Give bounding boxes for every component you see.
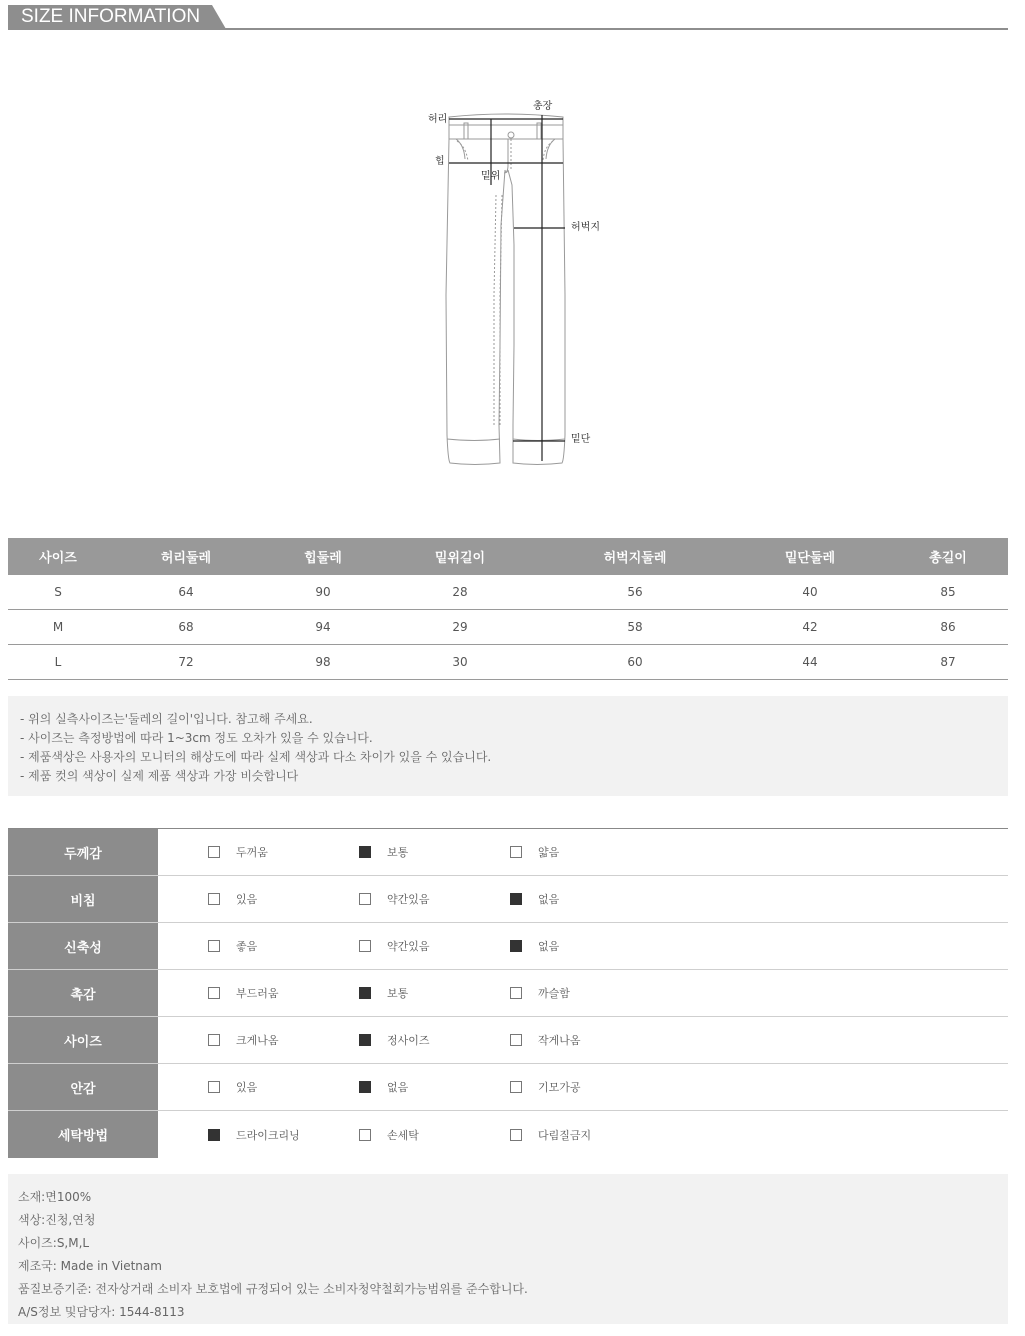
property-option xyxy=(208,1111,300,1158)
checkbox-icon xyxy=(208,893,220,905)
info-warranty: 품질보증기준: 전자상거래 소비자 보호법에 규정되어 있는 소비자청약철회가능범위를 준수합니다. xyxy=(18,1282,528,1296)
property-option xyxy=(359,1017,430,1063)
property-option xyxy=(510,829,559,875)
property-option xyxy=(510,923,559,969)
header-hip: 힙둘레 xyxy=(264,538,382,575)
checked-checkbox-icon xyxy=(208,1129,220,1141)
option-label: 약간있음 xyxy=(387,940,430,953)
cell-waist: 64 xyxy=(108,575,264,610)
header-total-length: 총길이 xyxy=(888,538,1008,575)
checkbox-icon xyxy=(359,940,371,952)
checked-checkbox-icon xyxy=(359,846,371,858)
info-color: 색상:진청,연청 xyxy=(18,1213,96,1227)
cell-rise: 30 xyxy=(382,645,538,680)
cell-hip: 98 xyxy=(264,645,382,680)
cell-thigh: 58 xyxy=(538,610,732,645)
note-item: - 위의 실측사이즈는'둘레의 길이'입니다. 참고해 주세요. xyxy=(20,712,313,726)
property-label: 촉감 xyxy=(8,970,158,1016)
option-label: 작게나옴 xyxy=(538,1034,581,1047)
property-option xyxy=(208,829,268,875)
table-row xyxy=(8,610,1008,645)
checked-checkbox-icon xyxy=(359,987,371,999)
cell-hem: 40 xyxy=(732,575,888,610)
cell-rise: 28 xyxy=(382,575,538,610)
info-origin: 제조국: Made in Vietnam xyxy=(18,1259,162,1273)
property-option xyxy=(208,1017,279,1063)
checkbox-icon xyxy=(208,1034,220,1046)
option-label: 크게나옴 xyxy=(236,1034,279,1047)
property-label: 비침 xyxy=(8,876,158,922)
checkbox-icon xyxy=(510,1034,522,1046)
checked-checkbox-icon xyxy=(359,1034,371,1046)
info-as-contact: A/S정보 및담당자: 1544-8113 xyxy=(18,1305,185,1319)
property-option xyxy=(208,1064,257,1110)
option-label: 보통 xyxy=(387,846,409,859)
size-table-header xyxy=(8,538,1008,575)
section-title: SIZE INFORMATION xyxy=(21,6,201,27)
info-sizes: 사이즈:S,M,L xyxy=(18,1236,90,1250)
label-hem: 밑단 xyxy=(571,434,591,445)
property-row xyxy=(8,1017,1008,1064)
checkbox-icon xyxy=(208,846,220,858)
property-option xyxy=(510,1017,581,1063)
header-rise: 밑위길이 xyxy=(382,538,538,575)
label-rise: 밑위 xyxy=(481,171,501,182)
property-option xyxy=(510,876,559,922)
property-label: 신축성 xyxy=(8,923,158,969)
option-label: 있음 xyxy=(236,1081,258,1094)
option-label: 두꺼움 xyxy=(236,846,268,859)
option-label: 기모가공 xyxy=(538,1081,581,1094)
label-total-length: 총장 xyxy=(533,101,553,112)
checkbox-icon xyxy=(208,1081,220,1093)
option-label: 다림질금지 xyxy=(538,1128,592,1142)
label-thigh: 허벅지 xyxy=(571,222,600,233)
cell-thigh: 60 xyxy=(538,645,732,680)
pants-diagram xyxy=(420,95,620,475)
header-hem: 밑단둘레 xyxy=(732,538,888,575)
option-label: 약간있음 xyxy=(387,893,430,906)
property-row xyxy=(8,1111,1008,1158)
property-row xyxy=(8,970,1008,1017)
property-row xyxy=(8,876,1008,923)
label-waist: 허리 xyxy=(428,114,448,125)
checkbox-icon xyxy=(510,846,522,858)
property-option xyxy=(359,1064,408,1110)
option-label: 정사이즈 xyxy=(387,1034,430,1047)
cell-waist: 72 xyxy=(108,645,264,680)
option-label: 없음 xyxy=(387,1081,409,1094)
property-option xyxy=(208,876,257,922)
option-label: 있음 xyxy=(236,893,258,906)
option-label: 보통 xyxy=(387,987,409,1000)
property-option xyxy=(359,970,408,1016)
cell-size: M xyxy=(8,610,108,645)
property-label: 사이즈 xyxy=(8,1017,158,1063)
checked-checkbox-icon xyxy=(510,893,522,905)
note-item: - 사이즈는 측정방법에 따라 1~3cm 정도 오차가 있을 수 있습니다. xyxy=(20,731,373,745)
property-option xyxy=(510,1064,581,1110)
property-option xyxy=(359,876,430,922)
property-option xyxy=(359,829,408,875)
property-label: 안감 xyxy=(8,1064,158,1110)
product-properties-table xyxy=(8,828,1008,1158)
property-row xyxy=(8,1064,1008,1111)
product-info xyxy=(8,1174,1008,1324)
option-label: 없음 xyxy=(538,940,560,953)
property-option xyxy=(359,923,430,969)
checked-checkbox-icon xyxy=(359,1081,371,1093)
checkbox-icon xyxy=(510,1081,522,1093)
property-row xyxy=(8,923,1008,970)
checkbox-icon xyxy=(510,987,522,999)
cell-hem: 42 xyxy=(732,610,888,645)
header-size: 사이즈 xyxy=(8,538,108,575)
cell-total-length: 86 xyxy=(888,610,1008,645)
option-label: 없음 xyxy=(538,893,560,906)
property-option xyxy=(359,1111,419,1158)
cell-total-length: 87 xyxy=(888,645,1008,680)
checkbox-icon xyxy=(510,1129,522,1141)
checkbox-icon xyxy=(208,987,220,999)
option-label: 손세탁 xyxy=(387,1128,419,1142)
property-option xyxy=(208,923,257,969)
cell-hip: 94 xyxy=(264,610,382,645)
property-option xyxy=(510,970,570,1016)
cell-rise: 29 xyxy=(382,610,538,645)
cell-size: S xyxy=(8,575,108,610)
cell-waist: 68 xyxy=(108,610,264,645)
property-option xyxy=(510,1111,591,1158)
option-label: 부드러움 xyxy=(236,987,279,1000)
header-thigh: 허벅지둘레 xyxy=(538,538,732,575)
checkbox-icon xyxy=(359,893,371,905)
checkbox-icon xyxy=(208,940,220,952)
checked-checkbox-icon xyxy=(510,940,522,952)
option-label: 드라이크리닝 xyxy=(236,1128,300,1142)
option-label: 까슬함 xyxy=(538,987,570,1000)
header-waist: 허리둘레 xyxy=(108,538,264,575)
cell-thigh: 56 xyxy=(538,575,732,610)
property-option xyxy=(208,970,279,1016)
label-hip: 힙 xyxy=(435,156,445,167)
note-item: - 제품 컷의 색상이 실제 제품 색상과 가장 비슷합니다 xyxy=(20,769,299,783)
table-row xyxy=(8,645,1008,680)
size-table xyxy=(8,538,1008,680)
property-label: 세탁방법 xyxy=(8,1111,158,1158)
option-label: 좋음 xyxy=(236,940,258,953)
cell-hem: 44 xyxy=(732,645,888,680)
option-label: 얇음 xyxy=(538,846,560,859)
cell-size: L xyxy=(8,645,108,680)
table-row xyxy=(8,575,1008,610)
checkbox-icon xyxy=(359,1129,371,1141)
cell-hip: 90 xyxy=(264,575,382,610)
cell-total-length: 85 xyxy=(888,575,1008,610)
note-item: - 제품색상은 사용자의 모니터의 해상도에 따라 실제 색상과 다소 차이가 있을 수 있습니다. xyxy=(20,750,492,764)
property-label: 두께감 xyxy=(8,829,158,875)
header-divider xyxy=(8,28,1008,30)
property-row xyxy=(8,829,1008,876)
size-notes xyxy=(8,696,1008,796)
info-material: 소재:면100% xyxy=(18,1190,92,1204)
